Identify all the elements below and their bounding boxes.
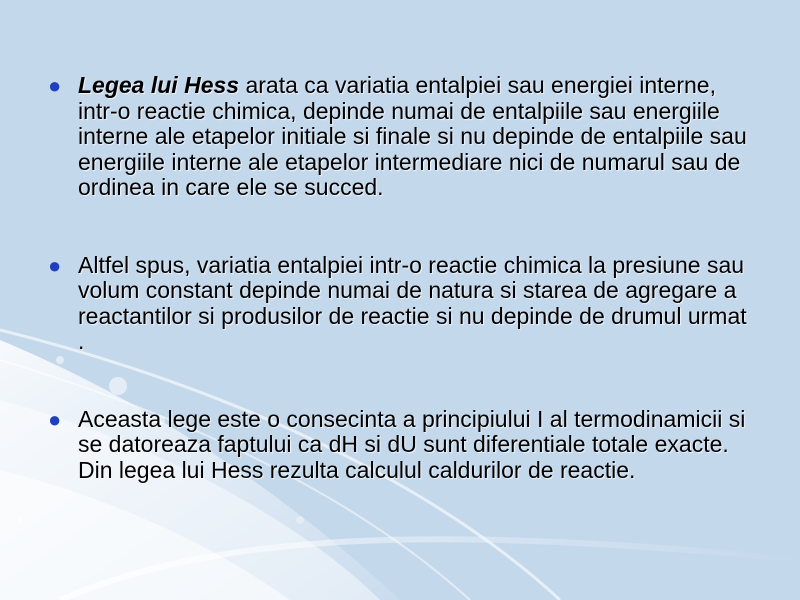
bullet-list (48, 73, 758, 483)
bullet-item-consecinta (48, 407, 758, 484)
bullet-dot-icon: ● (48, 73, 62, 98)
bullet-emphasis: Legea lui Hess (78, 72, 240, 98)
bullet-text: Aceasta lege este o consecinta a principiului I al termodinamicii si se datoreaza faptului ca dH si dU sunt diferentiale totale exacte. Din legea lui Hess rezulta calculul caldurilor de reactie. (78, 405, 746, 483)
bullet-dot-icon: ● (48, 406, 62, 432)
bullet-dot-icon: ● (48, 252, 62, 278)
bullet-item-hess-law (48, 73, 758, 201)
bullet-text: arata ca variatia entalpiei sau energiei interne, intr-o reactie chimica, depinde numai de entalpiile sau energiile interne ale etapelor initiale si finale si nu depinde de entalpiile sau energiile interne ale etapelor intermediare nici de numarul sau de ordinea in care ele se succed. (78, 72, 747, 200)
bullet-text: Altfel spus, variatia entalpiei intr-o reactie chimica la presiune sau volum constant depinde numai de natura si starea de agregare a reactantilor si produsilor de reactie si nu depinde de drumul urmat . (78, 251, 747, 354)
bullet-item-altfel-spus (48, 253, 758, 355)
